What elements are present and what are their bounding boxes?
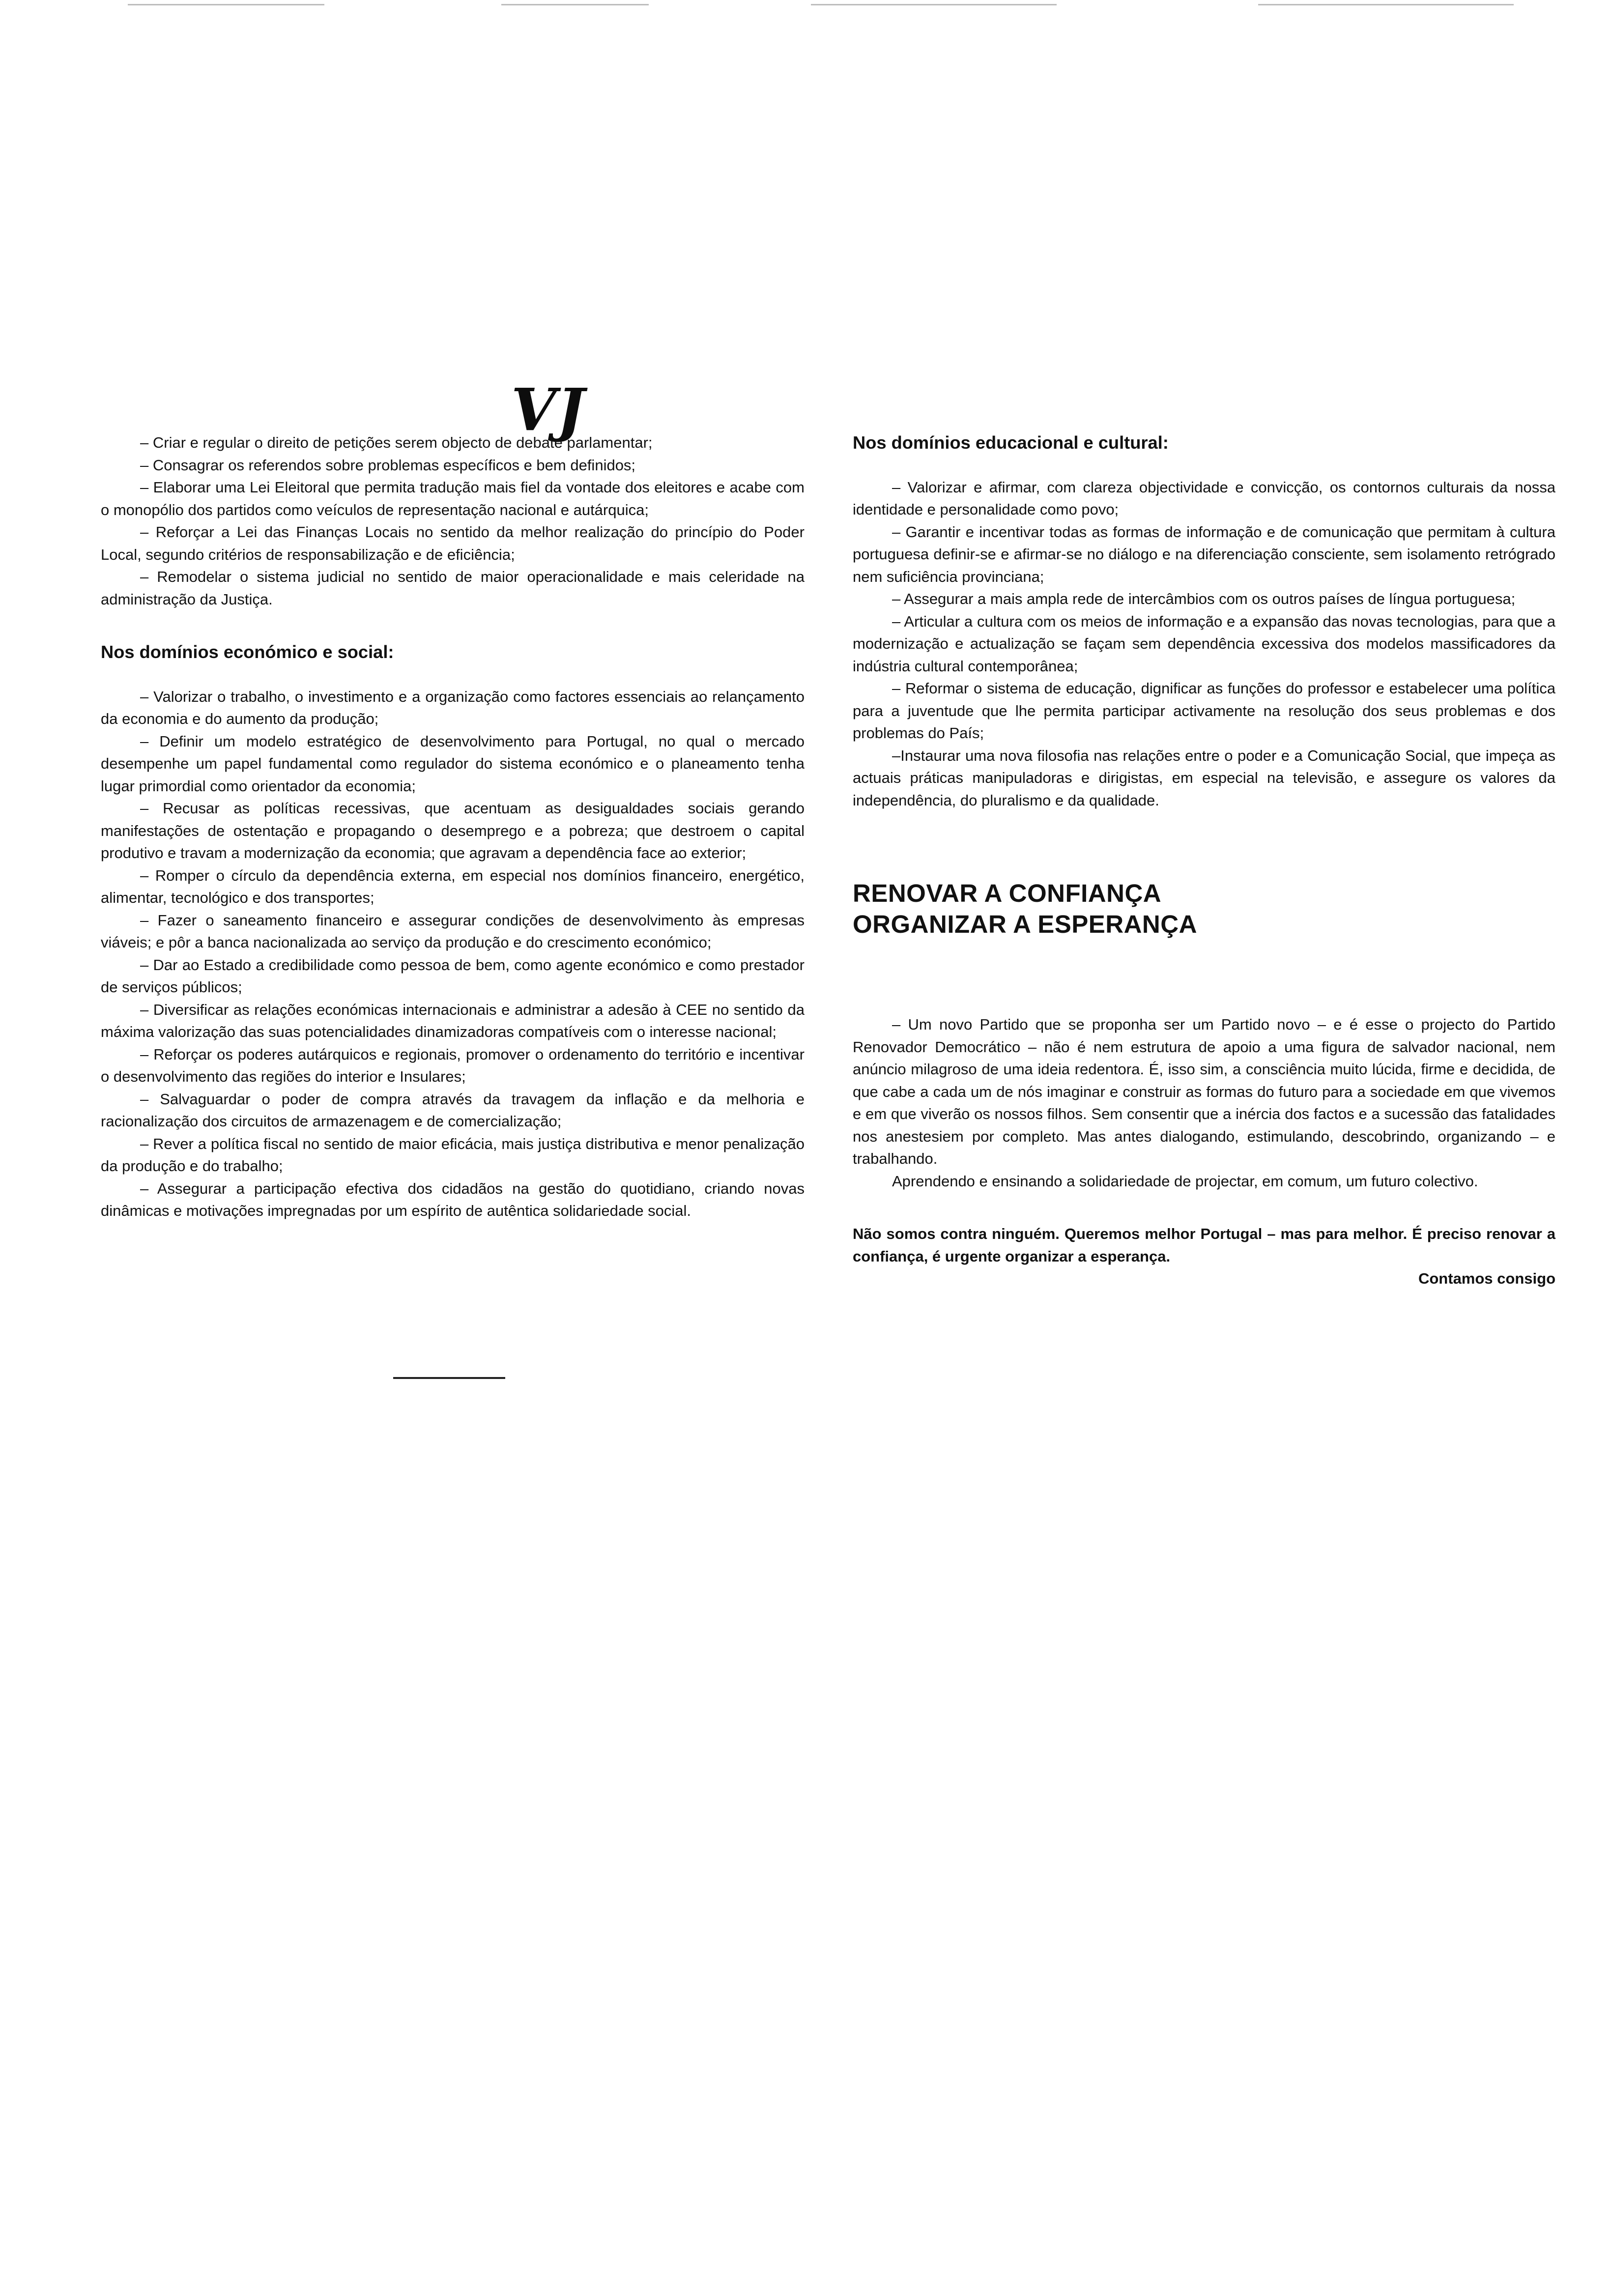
intro-item: – Reforçar a Lei das Finanças Locais no sentido da melhor realização do princípio do Poder Local, segundo critérios de responsabilização e de eficiência; bbox=[101, 523, 805, 563]
scan-artifact-line bbox=[128, 4, 324, 5]
headline-renovar: RENOVAR A CONFIANÇA bbox=[853, 879, 1162, 907]
economic-item: – Valorizar o trabalho, o investimento e a organização como factores essenciais ao relançamento da economia e do aumento da produção; bbox=[101, 688, 805, 727]
headline-organizar: ORGANIZAR A ESPERANÇA bbox=[853, 910, 1197, 938]
economic-item: – Salvaguardar o poder de compra através da travagem da inflação e da melhoria e racionalização dos circuitos de armazenagem e de comercialização; bbox=[101, 1090, 805, 1130]
economic-item: – Reforçar os poderes autárquicos e regionais, promover o ordenamento do território e incentivar o desenvolvimento das regiões do interior e Insulares; bbox=[101, 1045, 805, 1085]
education-section-heading: Nos domínios educacional e cultural: bbox=[853, 432, 1169, 453]
signature: Contamos consigo bbox=[1418, 1270, 1555, 1287]
intro-item: – Criar e regular o direito de petições serem objecto de debate parlamentar; bbox=[140, 434, 653, 451]
economic-item: – Dar ao Estado a credibilidade como pessoa de bem, como agente económico e como prestador de serviços públicos; bbox=[101, 956, 805, 996]
left-column bbox=[101, 431, 805, 1222]
education-item: – Assegurar a mais ampla rede de intercâmbios com os outros países de língua portuguesa; bbox=[892, 590, 1516, 607]
intro-item: – Consagrar os referendos sobre problemas específicos e bem definidos; bbox=[140, 456, 636, 474]
right-column bbox=[853, 431, 1555, 1290]
intro-item: – Elaborar uma Lei Eleitoral que permita tradução mais fiel da vontade dos eleitores e acabe com o monopólio dos partidos como veículos de representação nacional e autárquica; bbox=[101, 479, 805, 518]
scan-artifact-line bbox=[811, 4, 1057, 5]
economic-item: – Assegurar a participação efectiva dos cidadãos na gestão do quotidiano, criando novas dinâmicas e motivações impregnadas por um espírito de autêntica solidariedade social. bbox=[101, 1179, 805, 1219]
economic-item: – Diversificar as relações económicas internacionais e administrar a adesão à CEE no sentido da máxima valorização das suas potencialidades dinamizadoras compatíveis com o interesse nacional; bbox=[101, 1001, 805, 1040]
economic-item: – Recusar as políticas recessivas, que acentuam as desigualdades sociais gerando manifestações de ostentação e propagando o desemprego e a pobreza; que destroem o capital produtivo e travam a modernização da economia; que agravam a dependência face ao exterior; bbox=[101, 800, 805, 861]
economic-item: – Definir um modelo estratégico de desenvolvimento para Portugal, no qual o mercado desempenhe um papel fundamental como regulador do sistema económico e o planeamento tenha lugar primordial como orientador da economia; bbox=[101, 732, 805, 795]
education-item: – Articular a cultura com os meios de informação e a expansão das novas tecnologias, para que a modernização e actualização se façam sem dependência excessiva dos modelos massificadores da indústria cultural contemporânea; bbox=[853, 612, 1555, 675]
education-item: – Valorizar e afirmar, com clareza objectividade e convicção, os contornos culturais da nossa identidade e personalidade como povo; bbox=[853, 478, 1555, 518]
economic-item: – Romper o círculo da dependência externa, em especial nos domínios financeiro, energético, alimentar, tecnológico e dos transportes; bbox=[101, 866, 805, 906]
scan-artifact-line bbox=[501, 4, 649, 5]
economic-section-heading: Nos domínios económico e social: bbox=[101, 642, 394, 662]
economic-item: – Rever a política fiscal no sentido de maior eficácia, mais justiça distributiva e menor penalização da produção e do trabalho; bbox=[101, 1135, 805, 1175]
intro-item: – Remodelar o sistema judicial no sentido de maior operacionalidade e mais celeridade na administração da Justiça. bbox=[101, 568, 805, 608]
education-item: – Garantir e incentivar todas as formas de informação e de comunicação que permitam à cultura portuguesa definir-se e afirmar-se no diálogo e na diferenciação consciente, sem isolamento retrógrado nem suficiência provinciana; bbox=[853, 523, 1555, 585]
scan-artifact-line bbox=[1258, 4, 1514, 5]
education-item: –Instaurar uma nova filosofia nas relações entre o poder e a Comunicação Social, que impeça as actuais práticas manipuladoras e dirigistas, em especial na televisão, e assegure os valores da independência, do pluralismo e da qualidade. bbox=[853, 746, 1555, 809]
closing-paragraph: Aprendendo e ensinando a solidariedade de projectar, em comum, um futuro colectivo. bbox=[892, 1172, 1478, 1190]
education-item: – Reformar o sistema de educação, dignificar as funções do professor e estabelecer uma política para a juventude que lhe permita participar activamente na resolução dos seus problemas e dos problemas do País; bbox=[853, 680, 1555, 742]
final-statement: Não somos contra ninguém. Queremos melhor Portugal – mas para melhor. É preciso renovar a confiança, é urgente organizar a esperança. bbox=[853, 1225, 1555, 1265]
end-rule bbox=[393, 1377, 505, 1379]
economic-item: – Fazer o saneamento financeiro e assegurar condições de desenvolvimento às empresas viáveis; e pôr a banca nacionalizada ao serviço da produção e do crescimento económico; bbox=[101, 911, 805, 951]
handwritten-annotation: VJ bbox=[511, 375, 586, 444]
closing-paragraph: – Um novo Partido que se proponha ser um Partido novo – e é esse o projecto do Partido Renovador Democrático – não é nem estrutura de apoio a uma figura de salvador nacional, nem anúncio milagroso de uma ideia redentora. É, isso sim, a consciência muito lúcida, firme e decidida, de que cabe a cada um de nós imaginar e construir as formas do futuro para a sociedade em que vivemos e em que viverão os nossos filhos. Sem consentir que a inércia dos factos e a sucessão das fatalidades nos anestesiem por completo. Mas antes dialogando, estimulando, descobrindo, organizando – e trabalhando. bbox=[853, 1016, 1555, 1167]
